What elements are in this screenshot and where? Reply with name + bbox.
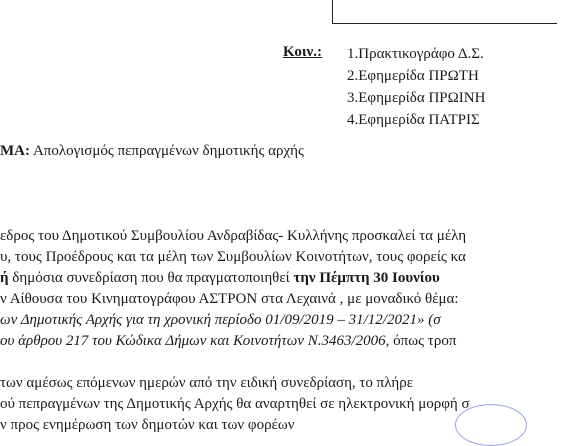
body-text-fragment: όπως τροπ <box>389 333 457 349</box>
header-horizontal-rule <box>332 23 557 24</box>
subject-text: Απολογισμός πεπραγμένων δημοτικής αρχής <box>32 143 304 159</box>
recipient-item: 3.Εφημερίδα ΠΡΩΙΝΗ <box>347 90 486 106</box>
recipient-item: 1.Πρακτικογράφο Δ.Σ. <box>347 46 484 62</box>
body-line: υ, τους Προέδρους και τα μέλη των Συμβουλίων Κοινοτήτων, τους φορείς κα <box>0 249 466 265</box>
body-italic-fragment: ου άρθρου 217 του Κώδικα Δήμων και Κοινοτήτων Ν.3463/2006, <box>0 333 390 349</box>
official-stamp <box>455 404 527 446</box>
subject-label: ΜΑ: <box>0 143 30 159</box>
recipient-item: 2.Εφημερίδα ΠΡΩΤΗ <box>347 68 479 84</box>
body-line: εδρος του Δημοτικού Συμβουλίου Ανδραβίδας- Κυλλήνης προσκαλεί τα μέλη <box>0 228 467 244</box>
body-line: ν προς ενημέρωση των δημοτών και των φορέων <box>0 417 295 433</box>
header-vertical-rule <box>332 0 333 24</box>
recipient-item: 4.Εφημερίδα ΠΑΤΡΙΣ <box>347 112 480 128</box>
body-line: ν Αίθουσα του Κινηματογράφου ΑΣΤΡΟΝ στα Λεχαινά , με μοναδικό θέμα: <box>0 291 459 307</box>
body-line: των αμέσως επόμενων ημερών από την ειδική συνεδρίαση, το πλήρε <box>0 375 414 391</box>
body-text-fragment: δημόσια συνεδρίαση που θα πραγματοποιηθεί <box>8 270 294 286</box>
recipients-list <box>347 44 485 132</box>
body-line: ού πεπραγμένων της Δημοτικής Αρχής θα αναρτηθεί σε ηλεκτρονική μορφή σ <box>0 396 470 412</box>
body-bold-fragment: ή <box>0 270 9 286</box>
meeting-date: την Πέμπτη 30 Ιουνίου <box>293 270 440 286</box>
body-line: ων Δημοτικής Αρχής για τη χρονική περίοδο 01/09/2019 – 31/12/2021» (σ <box>0 312 441 328</box>
subject-line <box>0 143 304 160</box>
body-line <box>0 270 440 287</box>
body-line <box>0 333 456 350</box>
recipients-label: Κοιν.: <box>283 44 322 60</box>
